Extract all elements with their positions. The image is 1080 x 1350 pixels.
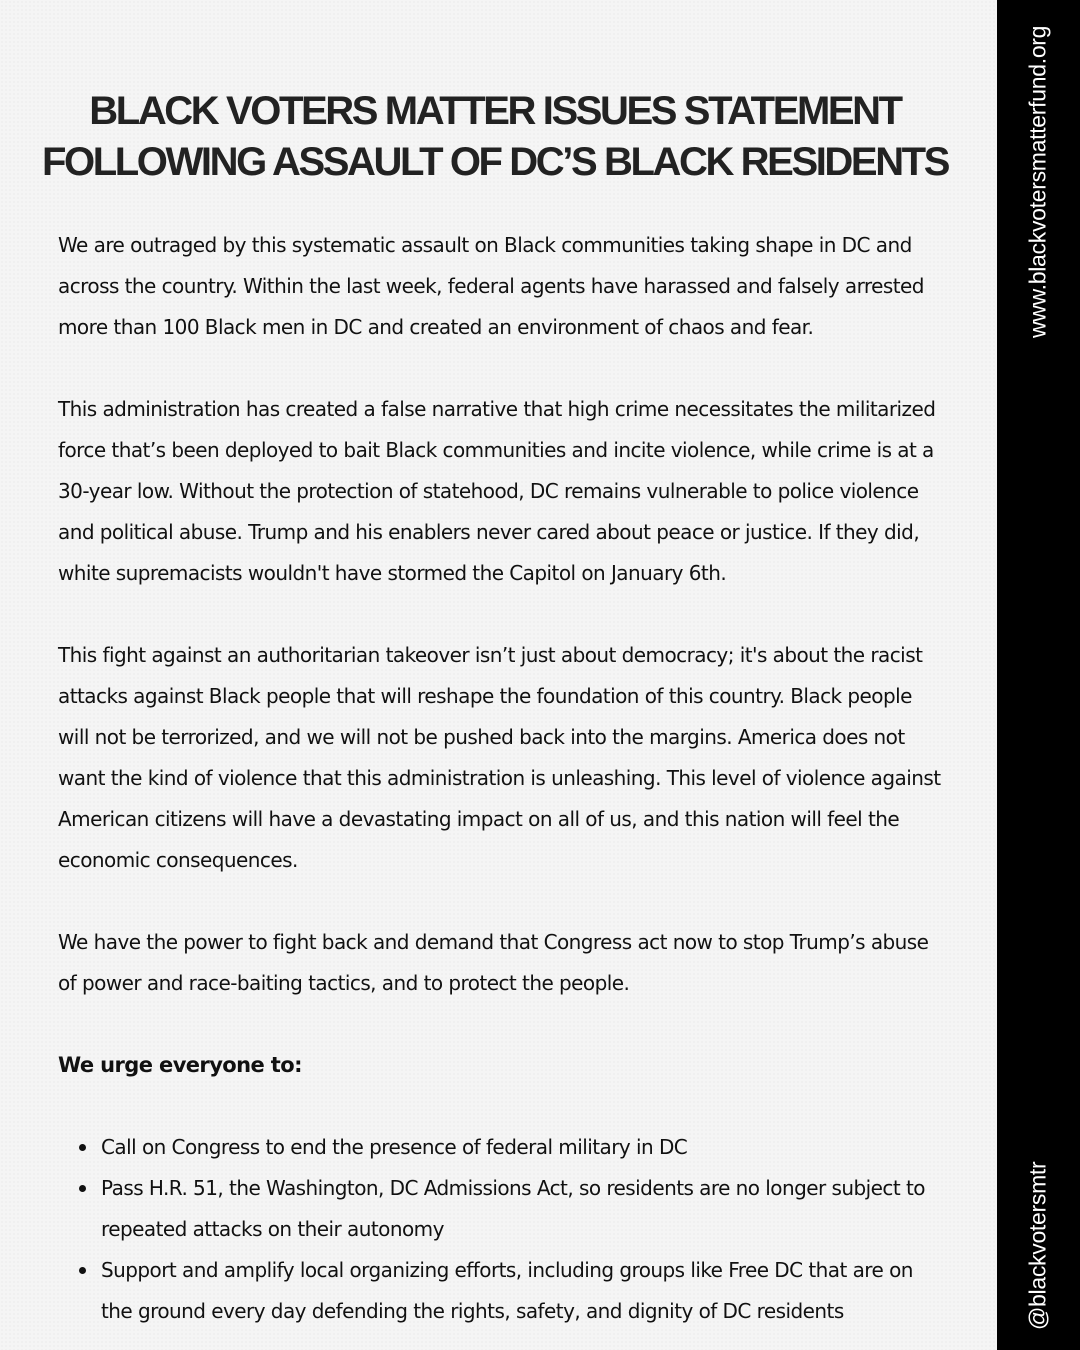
paragraph-false-narrative: This administration has created a false narrative that high crime necessitates the militarized force that’s been deployed to bait Black communities and incite violence, while crime is at a 30-year low. Without the protection of statehood, DC remains vulnerable to police violence and political abuse. Trump and his enablers never cared about peace or justice. If they did, white supremacists wouldn't have stormed the Capitol on January 6th.: [58, 397, 936, 585]
action-item-text: Support and amplify local organizing efforts, including groups like Free DC that are on the ground every day defending the rights, safety, and dignity of DC residents: [101, 1258, 913, 1323]
bullet-icon: [79, 1267, 86, 1274]
paragraph-authoritarian-takeover: This fight against an authoritarian takeover isn’t just about democracy; it's about the racist attacks against Black people that will reshape the foundation of this country. Black people will not be terrorized, and we will not be pushed back into the margins. America does not want the kind of violence that this administration is unleashing. This level of violence against American citizens will have a devastating impact on all of us, and this nation will feel the economic consequences.: [58, 643, 941, 872]
action-item: [101, 1168, 948, 1250]
action-item-text: Call on Congress to end the presence of federal military in DC: [101, 1135, 688, 1159]
action-item-text: Pass H.R. 51, the Washington, DC Admissions Act, so residents are no longer subject to repeated attacks on their autonomy: [101, 1176, 925, 1241]
paragraph-outrage: We are outraged by this systematic assault on Black communities taking shape in DC and across the country. Within the last week, federal agents have harassed and falsely arrested more than 100 Black men in DC and created an environment of chaos and fear.: [58, 233, 924, 339]
sidebar: [997, 0, 1080, 1350]
statement-title: BLACK VOTERS MATTER ISSUES STATEMENT FOLLOWING ASSAULT OF DC’S BLACK RESIDENTS: [41, 89, 948, 184]
paragraph-power-to-fight: We have the power to fight back and demand that Congress act now to stop Trump’s abuse of power and race-baiting tactics, and to protect the people.: [58, 930, 929, 995]
bullet-icon: [79, 1185, 86, 1192]
statement-body: [58, 225, 948, 1332]
action-list: [58, 1127, 948, 1332]
action-item: [101, 1250, 948, 1332]
urge-heading: We urge everyone to:: [58, 1053, 302, 1077]
website-url: www.blackvotersmatterfund.org: [1024, 25, 1051, 338]
bullet-icon: [79, 1144, 86, 1151]
social-handle: @blackvotersmtr: [1024, 1161, 1051, 1330]
action-item: [101, 1127, 948, 1168]
